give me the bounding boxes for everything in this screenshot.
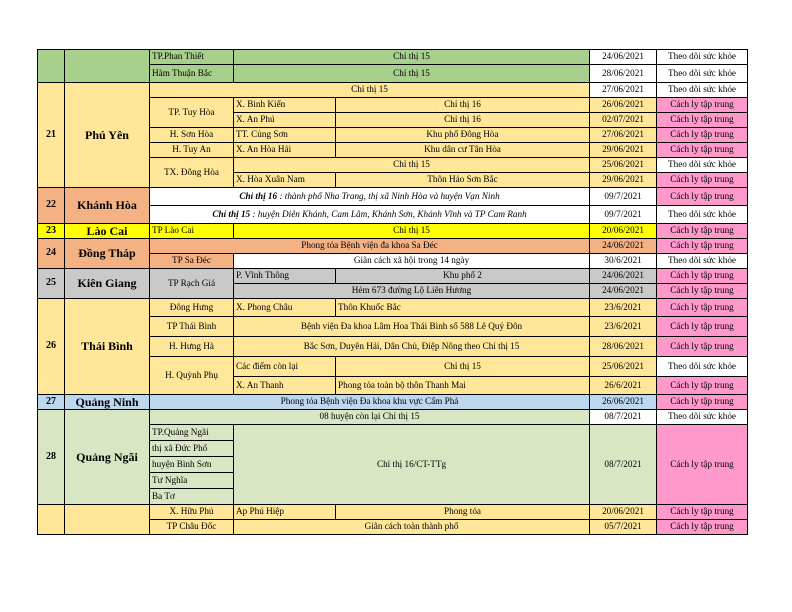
measure-cell: Chỉ thị 15 xyxy=(336,357,590,377)
measure-cell: Khu dân cư Tân Hòa xyxy=(336,143,590,158)
date-cell: 26/06/2021 xyxy=(590,98,657,113)
measure-cell: Hẻm 673 đường Lộ Liên Hương xyxy=(234,284,590,299)
table-row xyxy=(38,505,748,520)
status-cell: Cách ly tập trung xyxy=(657,520,748,535)
province-cell xyxy=(65,50,150,83)
status-cell: Theo dõi sức khỏe xyxy=(657,50,748,65)
area-cell: H. Tuy An xyxy=(150,143,234,158)
status-cell: Cách ly tập trung xyxy=(657,224,748,239)
status-cell: Theo dõi sức khỏe xyxy=(657,206,748,224)
measure-cell: Chỉ thị 15 xyxy=(234,158,590,173)
stt-cell: 25 xyxy=(38,269,65,299)
date-cell: 24/06/2021 xyxy=(590,239,657,254)
sub-area-cell: X. An Phú xyxy=(234,113,336,128)
status-cell: Cách ly tập trung xyxy=(657,337,748,357)
stt-cell: 26 xyxy=(38,299,65,395)
province-cell: Lào Cai xyxy=(65,224,150,239)
area-cell: TP.Quảng Ngãi xyxy=(150,425,234,441)
status-cell: Theo dõi sức khỏe xyxy=(657,83,748,98)
sub-area-cell: X. An Hòa Hải xyxy=(234,143,336,158)
status-cell: Theo dõi sức khỏe xyxy=(657,357,748,377)
date-cell: 08/7/2021 xyxy=(590,410,657,425)
province-cell xyxy=(65,505,150,535)
directive-scope: : thành phố Nha Trang, thị xã Ninh Hòa và huyện Vạn Ninh xyxy=(277,190,500,201)
status-cell: Cách ly tập trung xyxy=(657,98,748,113)
area-cell: TP Thái Bình xyxy=(150,317,234,337)
measure-cell: Khu phố Đông Hòa xyxy=(336,128,590,143)
measure-cell: Phong tỏa Bệnh viện Đa khoa khu vực Cẩm Phả xyxy=(150,395,590,410)
date-cell: 30/6/2021 xyxy=(590,254,657,269)
status-cell: Cách ly tập trung xyxy=(657,505,748,520)
area-cell: TP Sa Đéc xyxy=(150,254,234,269)
status-cell: Theo dõi sức khỏe xyxy=(657,158,748,173)
measure-cell: Chỉ thị 16 xyxy=(336,113,590,128)
measure-cell: Giãn cách toàn thành phố xyxy=(234,520,590,535)
date-cell: 24/06/2021 xyxy=(590,50,657,65)
date-cell: 27/06/2021 xyxy=(590,128,657,143)
status-cell: Cách ly tập trung xyxy=(657,173,748,188)
date-cell: 29/06/2021 xyxy=(590,173,657,188)
status-cell: Cách ly tập trung xyxy=(657,425,748,505)
measure-cell: Chỉ thị 16/CT-TTg xyxy=(234,425,590,505)
measure-cell: Chỉ thị 16 xyxy=(336,98,590,113)
date-cell: 05/7/2021 xyxy=(590,520,657,535)
area-cell: TP Rạch Giá xyxy=(150,269,234,299)
sub-area-cell: TT. Củng Sơn xyxy=(234,128,336,143)
status-cell: Cách ly tập trung xyxy=(657,188,748,206)
measure-cell: Giãn cách xã hội trong 14 ngày xyxy=(234,254,590,269)
area-cell: TP. Tuy Hòa xyxy=(150,98,234,128)
province-cell: Phú Yên xyxy=(65,83,150,188)
covid-measures-table xyxy=(37,49,748,535)
stt-cell xyxy=(38,505,65,535)
measure-cell: Phong tỏa xyxy=(336,505,590,520)
date-cell: 09/7/2021 xyxy=(590,188,657,206)
stt-cell: 28 xyxy=(38,410,65,505)
date-cell: 09/7/2021 xyxy=(590,206,657,224)
directive-scope: : huyện Diên Khánh, Cam Lâm, Khánh Sơn, Khánh Vĩnh và TP Cam Ranh xyxy=(250,208,527,219)
date-cell: 29/06/2021 xyxy=(590,143,657,158)
status-cell: Cách ly tập trung xyxy=(657,239,748,254)
status-cell: Cách ly tập trung xyxy=(657,377,748,395)
directive-label: Chỉ thị 16 xyxy=(239,190,278,201)
status-cell: Theo dõi sức khỏe xyxy=(657,410,748,425)
date-cell: 23/6/2021 xyxy=(590,317,657,337)
sub-area-cell: Các điểm còn lại xyxy=(234,357,336,377)
area-cell: TP Châu Đốc xyxy=(150,520,234,535)
area-cell: H. Sơn Hòa xyxy=(150,128,234,143)
area-cell: X. Hữu Phú xyxy=(150,505,234,520)
status-cell: Cách ly tập trung xyxy=(657,269,748,284)
province-cell: Quảng Ninh xyxy=(65,395,150,410)
status-cell: Cách ly tập trung xyxy=(657,395,748,410)
sub-area-cell: X. Hòa Xuân Nam xyxy=(234,173,336,188)
date-cell: 20/06/2021 xyxy=(590,224,657,239)
measure-cell: Phong tỏa Bệnh viện đa khoa Sa Đéc xyxy=(150,239,590,254)
measure-cell: Chỉ thị 15 xyxy=(234,50,590,65)
measure-cell: Chỉ thị 15 xyxy=(234,65,590,83)
date-cell: 25/06/2021 xyxy=(590,357,657,377)
area-cell: Đông Hưng xyxy=(150,299,234,317)
table-row xyxy=(38,269,748,284)
measure-cell: Bệnh viện Đa khoa Lâm Hoa Thái Bình số 588 Lê Quý Đôn xyxy=(234,317,590,337)
area-cell: Tư Nghĩa xyxy=(150,473,234,489)
date-cell: 24/06/2021 xyxy=(590,269,657,284)
status-cell: Cách ly tập trung xyxy=(657,128,748,143)
measure-cell: Thôn Khuốc Bắc xyxy=(336,299,590,317)
area-cell: H. Quỳnh Phụ xyxy=(150,357,234,395)
area-cell: thị xã Đức Phổ xyxy=(150,441,234,457)
measure-cell: Phong tỏa toàn bộ thôn Thanh Mai xyxy=(336,377,590,395)
measure-cell: Thôn Hảo Sơn Bắc xyxy=(336,173,590,188)
sub-area-cell: X. Phong Châu xyxy=(234,299,336,317)
province-cell: Thái Bình xyxy=(65,299,150,395)
date-cell: 20/06/2021 xyxy=(590,505,657,520)
area-cell: Hàm Thuận Bắc xyxy=(150,65,234,83)
measure-cell: Bắc Sơn, Duyên Hải, Dân Chủ, Điệp Nông theo Chỉ thị 15 xyxy=(234,337,590,357)
table-row xyxy=(38,224,748,239)
date-cell: 24/06/2021 xyxy=(590,284,657,299)
measure-cell xyxy=(150,206,590,224)
province-cell: Khánh Hòa xyxy=(65,188,150,224)
directive-label: Chỉ thị 15 xyxy=(212,208,251,219)
province-cell: Quảng Ngãi xyxy=(65,410,150,505)
date-cell: 08/7/2021 xyxy=(590,425,657,505)
stt-cell: 21 xyxy=(38,83,65,188)
sub-area-cell: P. Vĩnh Thông xyxy=(234,269,336,284)
area-cell: huyện Bình Sơn xyxy=(150,457,234,473)
date-cell: 02/07/2021 xyxy=(590,113,657,128)
status-cell: Cách ly tập trung xyxy=(657,113,748,128)
province-cell: Kiên Giang xyxy=(65,269,150,299)
table-row xyxy=(38,395,748,410)
area-cell: TP Lào Cai xyxy=(150,224,234,239)
area-cell: TP.Phan Thiết xyxy=(150,50,234,65)
measure-cell: Chỉ thị 15 xyxy=(150,83,590,98)
date-cell: 27/06/2021 xyxy=(590,83,657,98)
table-row xyxy=(38,299,748,317)
stt-cell: 24 xyxy=(38,239,65,269)
stt-cell: 27 xyxy=(38,395,65,410)
date-cell: 26/06/2021 xyxy=(590,395,657,410)
area-cell: H. Hưng Hà xyxy=(150,337,234,357)
area-cell: TX. Đông Hòa xyxy=(150,158,234,188)
status-cell: Cách ly tập trung xyxy=(657,284,748,299)
sub-area-cell: Ap Phú Hiệp xyxy=(234,505,336,520)
status-cell: Theo dõi sức khỏe xyxy=(657,254,748,269)
stt-cell: 22 xyxy=(38,188,65,224)
stt-cell xyxy=(38,50,65,83)
measure-cell: 08 huyện còn lại Chỉ thị 15 xyxy=(150,410,590,425)
measure-cell: Khu phố 2 xyxy=(336,269,590,284)
province-cell: Đồng Tháp xyxy=(65,239,150,269)
measure-cell xyxy=(150,188,590,206)
date-cell: 25/06/2021 xyxy=(590,158,657,173)
table-row xyxy=(38,239,748,254)
date-cell: 26/6/2021 xyxy=(590,377,657,395)
table-row xyxy=(38,83,748,98)
table-row xyxy=(38,50,748,65)
area-cell: Ba Tơ xyxy=(150,489,234,505)
table-row xyxy=(38,188,748,206)
sub-area-cell: X. Bình Kiến xyxy=(234,98,336,113)
status-cell: Cách ly tập trung xyxy=(657,317,748,337)
date-cell: 28/06/2021 xyxy=(590,337,657,357)
date-cell: 28/06/2021 xyxy=(590,65,657,83)
status-cell: Cách ly tập trung xyxy=(657,299,748,317)
measure-cell: Chỉ thị 15 xyxy=(234,224,590,239)
status-cell: Theo dõi sức khỏe xyxy=(657,65,748,83)
status-cell: Cách ly tập trung xyxy=(657,143,748,158)
stt-cell: 23 xyxy=(38,224,65,239)
sub-area-cell: X. An Thanh xyxy=(234,377,336,395)
table-row xyxy=(38,410,748,425)
date-cell: 23/6/2021 xyxy=(590,299,657,317)
